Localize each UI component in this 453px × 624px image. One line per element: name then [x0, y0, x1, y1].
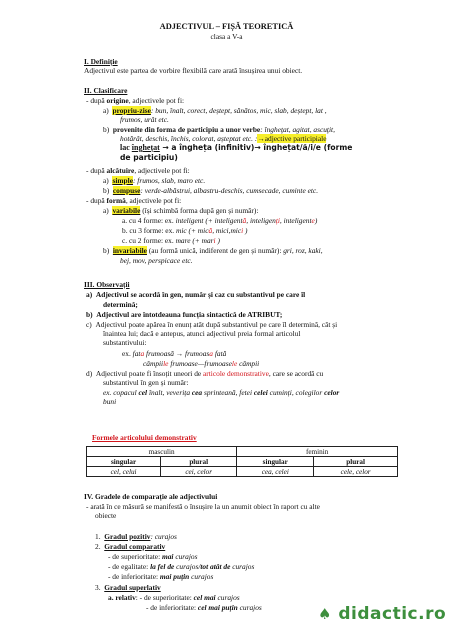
articles-table-title: Formele articolului demonstrativ [92, 433, 197, 442]
observation-a: a) Adjectivul se acordă în gen, număr și caz cu substantivul pe care îl [86, 290, 306, 299]
table-header-cell: plural [314, 457, 398, 467]
comparison-intro-cont: obiecte [95, 511, 117, 520]
document-title: ADJECTIVUL – FIȘĂ TEORETICĂ [159, 22, 294, 31]
origin-item-b-line4: de participiu) [120, 153, 178, 162]
degree-comparative: 2. Gradul comparativ [95, 542, 166, 551]
comparative-inferiority: - de inferioritate: mai puțin curajos [108, 572, 214, 581]
table-row [87, 467, 398, 477]
form-item-a: a) variabile (își schimbă forma după gen și număr): [103, 206, 259, 215]
comparative-equality: - de egalitate: la fel de curajos/tot atât de curajos [108, 562, 255, 571]
comparison-intro: - arată în ce măsură se manifestă o însușire la un anumit obiect în raport cu alte [86, 502, 320, 511]
superlative-relative: a. relativ: - de superioritate: cel mai curajos [108, 593, 240, 602]
origin-item-b-line3: lac înghețat → a îngheța (infinitiv)→ înghețat/ă/i/e (forme [120, 143, 353, 152]
section-1-heading: I. Definiție [84, 57, 118, 66]
observation-d-example: ex. copacul cel înalt, veverița cea sprinteană, fetei celei cuminți, colegilor celor [103, 388, 340, 397]
form-variable-4: a. cu 4 forme: ex. inteligent (+ inteligentă, inteligenți, inteligente) [122, 216, 318, 225]
observation-c-example-1: ex. fata frumoasă → frumoasa fată [122, 349, 227, 358]
section-3-heading: III. Observații [84, 280, 130, 289]
table-cell: cel, celui [87, 467, 161, 477]
table-cell: cei, celor [161, 467, 237, 477]
section-4-heading: IV. Gradele de comparație ale adjectivului [84, 492, 218, 501]
bullet: - [86, 166, 91, 175]
table-row [87, 457, 398, 467]
degree-superlative: 3. Gradul superlativ [95, 583, 161, 592]
observation-d: d) Adjectivul poate fi însoțit uneori de articole demonstrative, care se acordă cu [86, 369, 324, 378]
table-header-cell: singular [87, 457, 161, 467]
articles-table [86, 446, 398, 477]
observation-b: b) Adjectivul are întotdeauna funcția sintactică de ATRIBUT; [86, 310, 283, 319]
section-2-heading: II. Clasificare [84, 86, 128, 95]
table-header-cell: plural [161, 457, 237, 467]
comparative-superiority: - de superioritate: mai curajos [108, 552, 198, 561]
origin-item-b-line2: hotărât, deschis, închis, colorat, așteptat etc. :→adjective participiale [120, 134, 327, 143]
table-header-cell: singular [237, 457, 314, 467]
structure-item-b: b) compuse: verde-albăstrui, albastru-deschis, cumsecade, cuminte etc. [103, 186, 319, 195]
structure-item-a: a) simple: frumos, slab, maro etc. [103, 176, 206, 185]
table-cell: cea, celei [237, 467, 314, 477]
observation-a-cont: determină; [103, 300, 138, 309]
observation-d-example-cont: buni [103, 397, 117, 406]
superlative-relative-inferiority: - de inferioritate: cel mai puțin curajos [146, 603, 262, 612]
classification-origin: - după origine, adjectivele pot fi: [86, 96, 185, 105]
form-variable-2: c. cu 2 forme: ex. mare (+ mari ) [122, 236, 220, 245]
form-item-b-examples: bej, mov, perspicace etc. [120, 256, 193, 265]
classification-form: - după formă, adjectivele pot fi: [86, 196, 182, 205]
table-cell: cele, celor [314, 467, 398, 477]
bullet: - [86, 502, 91, 511]
bullet: - [86, 196, 91, 205]
origin-item-b: b) provenite din forma de participiu a unor verbe: îngheţat, agitat, ascuţit, [103, 125, 335, 134]
table-row [87, 447, 398, 457]
degree-positive: 1. Gradul pozitiv: curajos [95, 532, 177, 541]
observation-d-cont: substantivul în gen și număr: [103, 378, 189, 387]
observation-c-line3: substantivului: [103, 338, 147, 347]
observation-c: c) Adjectivul poate apărea în enunț atât după substantivul pe care îl determină, cât și [86, 320, 338, 329]
form-variable-3: b. cu 3 forme: ex. mic (+ mică, mici,mici ) [122, 226, 248, 235]
origin-item-a-cont: frumos, urât etc. [120, 115, 169, 124]
observation-c-example-2: câmpiile frumoase—frumoasele câmpii [143, 359, 260, 368]
table-header-feminin: feminin [237, 447, 398, 457]
didactic-logo: ♠ didactic.ro [318, 604, 447, 624]
origin-item-a: a) propriu-zise: bun, înalt, corect, deștept, sănătos, mic, slab, deștept, lat , [103, 106, 327, 115]
table-header-masculin: masculin [87, 447, 237, 457]
bullet: - [86, 96, 91, 105]
logo-icon: ♠ [318, 605, 332, 623]
definition-text: Adjectivul este partea de vorbire flexibilă care arată însușirea unui obiect. [84, 66, 303, 75]
classification-structure: - după alcătuire, adjectivele pot fi: [86, 166, 190, 175]
document-subtitle: clasa a V-a [210, 32, 243, 41]
observation-c-line2: înaintea lui; dacă e antepus, atunci adjectivul preia formal articolul [103, 329, 301, 338]
form-item-b: b) invariabile (au formă unică, indiferent de gen și număr): gri, roz, kaki, [103, 246, 323, 255]
